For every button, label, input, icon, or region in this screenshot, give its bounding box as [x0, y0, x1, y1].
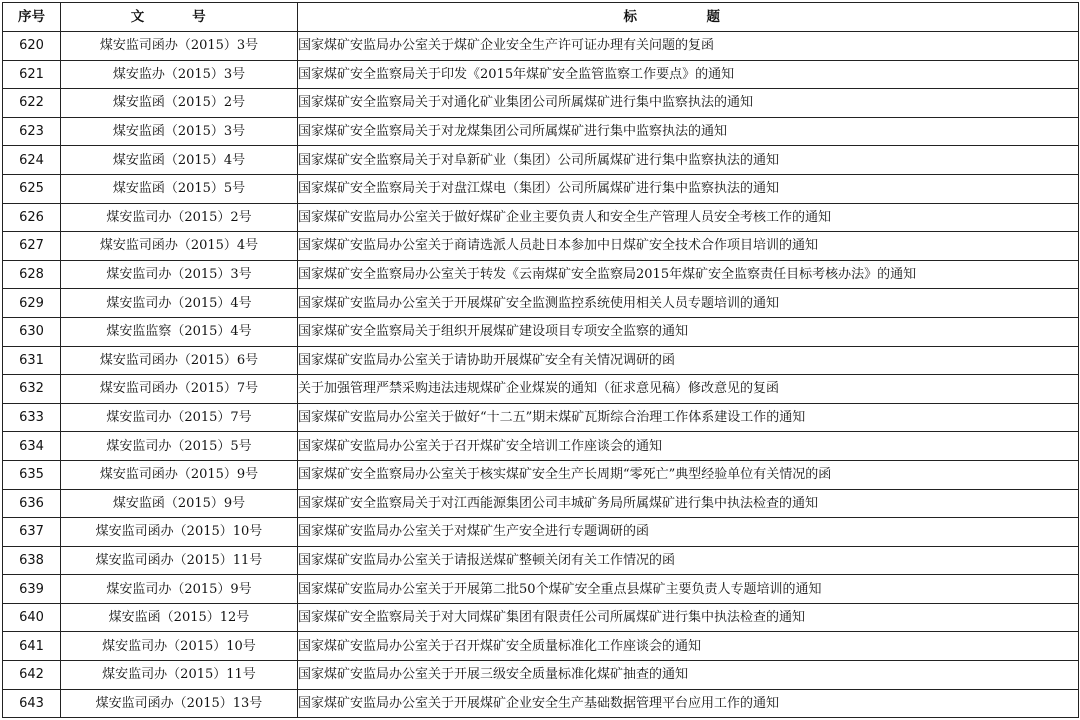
cell-serial-number: 635 — [3, 460, 61, 489]
cell-title: 国家煤矿安全监察局关于对龙煤集团公司所属煤矿进行集中监察执法的通知 — [298, 117, 1079, 146]
cell-title: 国家煤矿安全监察局办公室关于转发《云南煤矿安全监察局2015年煤矿安全监察责任目标考核办法》的通知 — [298, 260, 1079, 289]
table-row — [3, 575, 1079, 604]
cell-document-number: 煤安监函（2015）5号 — [61, 174, 298, 203]
cell-document-number: 煤安监司办（2015）3号 — [61, 260, 298, 289]
cell-document-number: 煤安监办（2015）3号 — [61, 60, 298, 89]
cell-document-number: 煤安监函（2015）9号 — [61, 489, 298, 518]
cell-document-number: 煤安监司办（2015）9号 — [61, 575, 298, 604]
cell-document-number: 煤安监司办（2015）10号 — [61, 632, 298, 661]
table-row — [3, 403, 1079, 432]
table-row — [3, 32, 1079, 61]
cell-document-number: 煤安监司函办（2015）13号 — [61, 689, 298, 718]
table-row — [3, 232, 1079, 261]
header-document-number: 文 号 — [61, 3, 298, 32]
table-row — [3, 203, 1079, 232]
cell-title: 国家煤矿安全监察局关于对江西能源集团公司丰城矿务局所属煤矿进行集中执法检查的通知 — [298, 489, 1079, 518]
table-row — [3, 603, 1079, 632]
cell-title: 国家煤矿安全监察局关于印发《2015年煤矿安全监管监察工作要点》的通知 — [298, 60, 1079, 89]
table-row — [3, 489, 1079, 518]
cell-title: 国家煤矿安监局办公室关于开展煤矿企业安全生产基础数据管理平台应用工作的通知 — [298, 689, 1079, 718]
cell-title: 国家煤矿安监局办公室关于对煤矿生产安全进行专题调研的函 — [298, 518, 1079, 547]
cell-serial-number: 629 — [3, 289, 61, 318]
cell-title: 国家煤矿安监局办公室关于做好煤矿企业主要负责人和安全生产管理人员安全考核工作的通知 — [298, 203, 1079, 232]
header-serial-number: 序号 — [3, 3, 61, 32]
cell-title: 国家煤矿安监局办公室关于开展第二批50个煤矿安全重点县煤矿主要负责人专题培训的通知 — [298, 575, 1079, 604]
cell-document-number: 煤安监司函办（2015）6号 — [61, 346, 298, 375]
cell-title: 国家煤矿安全监察局关于对通化矿业集团公司所属煤矿进行集中监察执法的通知 — [298, 89, 1079, 118]
cell-title: 关于加强管理严禁采购违法违规煤矿企业煤炭的通知（征求意见稿）修改意见的复函 — [298, 375, 1079, 404]
cell-document-number: 煤安监函（2015）12号 — [61, 603, 298, 632]
cell-serial-number: 632 — [3, 375, 61, 404]
table-row — [3, 89, 1079, 118]
document-sheet — [2, 2, 1078, 718]
table-body — [3, 32, 1079, 718]
header-row — [3, 3, 1079, 32]
cell-document-number: 煤安监函（2015）3号 — [61, 117, 298, 146]
table-row — [3, 460, 1079, 489]
cell-serial-number: 642 — [3, 661, 61, 690]
cell-serial-number: 628 — [3, 260, 61, 289]
cell-document-number: 煤安监司函办（2015）10号 — [61, 518, 298, 547]
cell-serial-number: 625 — [3, 174, 61, 203]
cell-title: 国家煤矿安监局办公室关于煤矿企业安全生产许可证办理有关问题的复函 — [298, 32, 1079, 61]
cell-title: 国家煤矿安全监察局关于对大同煤矿集团有限责任公司所属煤矿进行集中执法检查的通知 — [298, 603, 1079, 632]
cell-document-number: 煤安监司办（2015）7号 — [61, 403, 298, 432]
cell-serial-number: 640 — [3, 603, 61, 632]
cell-document-number: 煤安监司办（2015）11号 — [61, 661, 298, 690]
table-row — [3, 117, 1079, 146]
cell-title: 国家煤矿安监局办公室关于召开煤矿安全质量标准化工作座谈会的通知 — [298, 632, 1079, 661]
cell-document-number: 煤安监函（2015）2号 — [61, 89, 298, 118]
cell-title: 国家煤矿安监局办公室关于请报送煤矿整顿关闭有关工作情况的函 — [298, 546, 1079, 575]
cell-document-number: 煤安监司函办（2015）7号 — [61, 375, 298, 404]
table-row — [3, 317, 1079, 346]
cell-serial-number: 637 — [3, 518, 61, 547]
cell-serial-number: 630 — [3, 317, 61, 346]
cell-serial-number: 639 — [3, 575, 61, 604]
document-table — [2, 2, 1079, 718]
cell-title: 国家煤矿安监局办公室关于开展煤矿安全监测监控系统使用相关人员专题培训的通知 — [298, 289, 1079, 318]
cell-document-number: 煤安监司函办（2015）3号 — [61, 32, 298, 61]
cell-title: 国家煤矿安监局办公室关于开展三级安全质量标准化煤矿抽查的通知 — [298, 661, 1079, 690]
cell-serial-number: 627 — [3, 232, 61, 261]
cell-document-number: 煤安监监察（2015）4号 — [61, 317, 298, 346]
cell-serial-number: 623 — [3, 117, 61, 146]
cell-title: 国家煤矿安监局办公室关于商请选派人员赴日本参加中日煤矿安全技术合作项目培训的通知 — [298, 232, 1079, 261]
cell-title: 国家煤矿安全监察局关于对盘江煤电（集团）公司所属煤矿进行集中监察执法的通知 — [298, 174, 1079, 203]
table-row — [3, 432, 1079, 461]
table-row — [3, 146, 1079, 175]
table-row — [3, 689, 1079, 718]
cell-serial-number: 641 — [3, 632, 61, 661]
cell-serial-number: 621 — [3, 60, 61, 89]
cell-title: 国家煤矿安监局办公室关于请协助开展煤矿安全有关情况调研的函 — [298, 346, 1079, 375]
table-row — [3, 174, 1079, 203]
cell-serial-number: 643 — [3, 689, 61, 718]
cell-title: 国家煤矿安全监察局关于对阜新矿业（集团）公司所属煤矿进行集中监察执法的通知 — [298, 146, 1079, 175]
cell-title: 国家煤矿安全监察局关于组织开展煤矿建设项目专项安全监察的通知 — [298, 317, 1079, 346]
table-row — [3, 375, 1079, 404]
cell-serial-number: 626 — [3, 203, 61, 232]
cell-serial-number: 638 — [3, 546, 61, 575]
table-row — [3, 661, 1079, 690]
cell-title: 国家煤矿安监局办公室关于召开煤矿安全培训工作座谈会的通知 — [298, 432, 1079, 461]
cell-document-number: 煤安监司办（2015）5号 — [61, 432, 298, 461]
cell-serial-number: 633 — [3, 403, 61, 432]
cell-serial-number: 624 — [3, 146, 61, 175]
table-row — [3, 60, 1079, 89]
table-row — [3, 518, 1079, 547]
table-row — [3, 260, 1079, 289]
table-row — [3, 346, 1079, 375]
cell-serial-number: 631 — [3, 346, 61, 375]
cell-document-number: 煤安监司函办（2015）11号 — [61, 546, 298, 575]
table-row — [3, 289, 1079, 318]
table-header — [3, 3, 1079, 32]
cell-document-number: 煤安监函（2015）4号 — [61, 146, 298, 175]
cell-document-number: 煤安监司办（2015）2号 — [61, 203, 298, 232]
cell-document-number: 煤安监司函办（2015）9号 — [61, 460, 298, 489]
cell-serial-number: 622 — [3, 89, 61, 118]
cell-document-number: 煤安监司办（2015）4号 — [61, 289, 298, 318]
table-row — [3, 546, 1079, 575]
header-title: 标 题 — [298, 3, 1079, 32]
cell-title: 国家煤矿安监局办公室关于做好“十二五”期末煤矿瓦斯综合治理工作体系建设工作的通知 — [298, 403, 1079, 432]
cell-serial-number: 636 — [3, 489, 61, 518]
cell-serial-number: 634 — [3, 432, 61, 461]
cell-title: 国家煤矿安全监察局办公室关于核实煤矿安全生产长周期“零死亡”典型经验单位有关情况的函 — [298, 460, 1079, 489]
table-row — [3, 632, 1079, 661]
cell-document-number: 煤安监司函办（2015）4号 — [61, 232, 298, 261]
cell-serial-number: 620 — [3, 32, 61, 61]
